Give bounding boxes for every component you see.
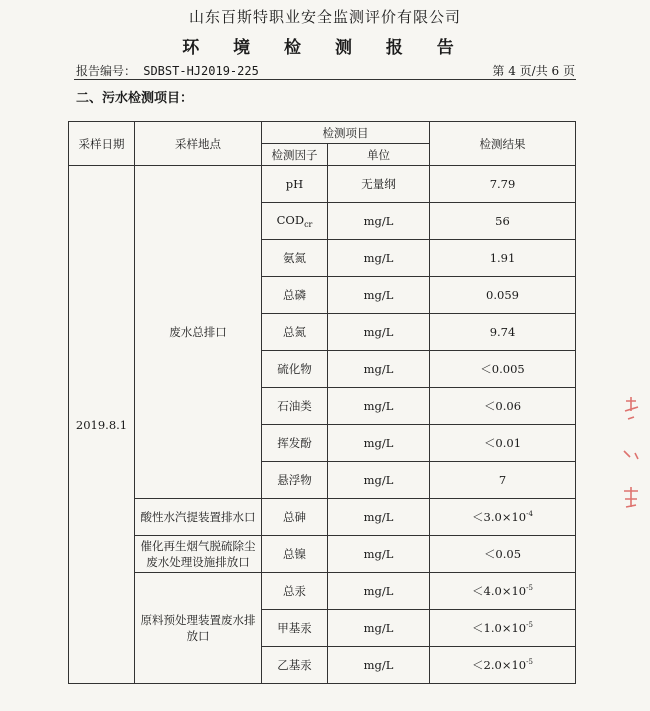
unit-cell: mg/L [328, 647, 430, 684]
sampling-date: 2019.8.1 [69, 166, 135, 684]
header-date: 采样日期 [69, 122, 135, 166]
table-row [69, 166, 576, 203]
page-indicator: 第 4 页/共 6 页 [492, 64, 575, 78]
factor-cell: 总汞 [262, 573, 328, 610]
factor-cell: 总砷 [262, 499, 328, 536]
location-cell: 催化再生烟气脱硫除尘废水处理设施排放口 [135, 536, 262, 573]
result-cell: ＜0.06 [430, 388, 576, 425]
table-row [69, 573, 576, 610]
factor-cell: 总氮 [262, 314, 328, 351]
result-cell: 9.74 [430, 314, 576, 351]
table-row [69, 536, 576, 573]
factor-cell: 乙基汞 [262, 647, 328, 684]
wastewater-table [68, 121, 576, 684]
unit-cell: mg/L [328, 203, 430, 240]
result-cell: 7 [430, 462, 576, 499]
result-cell: $<2.0\times 10^{-5}$ [430, 647, 576, 684]
table-row [69, 499, 576, 536]
section-title: 二、污水检测项目： [76, 91, 194, 106]
unit-cell: 无量纲 [328, 166, 430, 203]
location-cell: 酸性水汽提装置排水口 [135, 499, 262, 536]
location-cell: 原料预处理装置废水排放口 [135, 573, 262, 684]
result-cell: 7.79 [430, 166, 576, 203]
factor-cell: 总镍 [262, 536, 328, 573]
unit-cell: mg/L [328, 462, 430, 499]
unit-cell: mg/L [328, 240, 430, 277]
factor-cell: 甲基汞 [262, 610, 328, 647]
factor-cell: 石油类 [262, 388, 328, 425]
header-factor: 检测因子 [262, 144, 328, 166]
factor-cell: 挥发酚 [262, 425, 328, 462]
unit-cell: mg/L [328, 610, 430, 647]
unit-cell: mg/L [328, 499, 430, 536]
factor-cell: 硫化物 [262, 351, 328, 388]
report-title: 环 境 检 测 报 告 [182, 38, 468, 58]
result-cell: $<4.0\times 10^{-5}$ [430, 573, 576, 610]
result-cell: $<1.0\times 10^{-5}$ [430, 610, 576, 647]
unit-cell: mg/L [328, 277, 430, 314]
header-rule [74, 79, 576, 80]
unit-cell: mg/L [328, 388, 430, 425]
unit-cell: mg/L [328, 425, 430, 462]
result-cell: 0.059 [430, 277, 576, 314]
header-result: 检测结果 [430, 122, 576, 166]
factor-cell: pH [262, 166, 328, 203]
seal-stamp-fragment [620, 395, 642, 525]
unit-cell: mg/L [328, 536, 430, 573]
header-place: 采样地点 [135, 122, 262, 166]
result-cell: ＜0.05 [430, 536, 576, 573]
report-meta [76, 62, 575, 78]
factor-cell: 氨氮 [262, 240, 328, 277]
report-number: 报告编号： SDBST-HJ2019-225 [76, 64, 259, 78]
header-items: 检测项目 [262, 122, 430, 144]
result-cell: 56 [430, 203, 576, 240]
result-cell: $<3.0\times 10^{-4}$ [430, 499, 576, 536]
unit-cell: mg/L [328, 314, 430, 351]
company-name: 山东百斯特职业安全监测评价有限公司 [188, 8, 461, 26]
unit-cell: mg/L [328, 351, 430, 388]
unit-cell: mg/L [328, 573, 430, 610]
header-unit: 单位 [328, 144, 430, 166]
factor-cell: 总磷 [262, 277, 328, 314]
location-cell: 废水总排口 [135, 166, 262, 499]
factor-cell: 悬浮物 [262, 462, 328, 499]
factor-cell: $COD_{cr}$ [262, 203, 328, 240]
result-cell: 1.91 [430, 240, 576, 277]
result-cell: ＜0.01 [430, 425, 576, 462]
result-cell: ＜0.005 [430, 351, 576, 388]
